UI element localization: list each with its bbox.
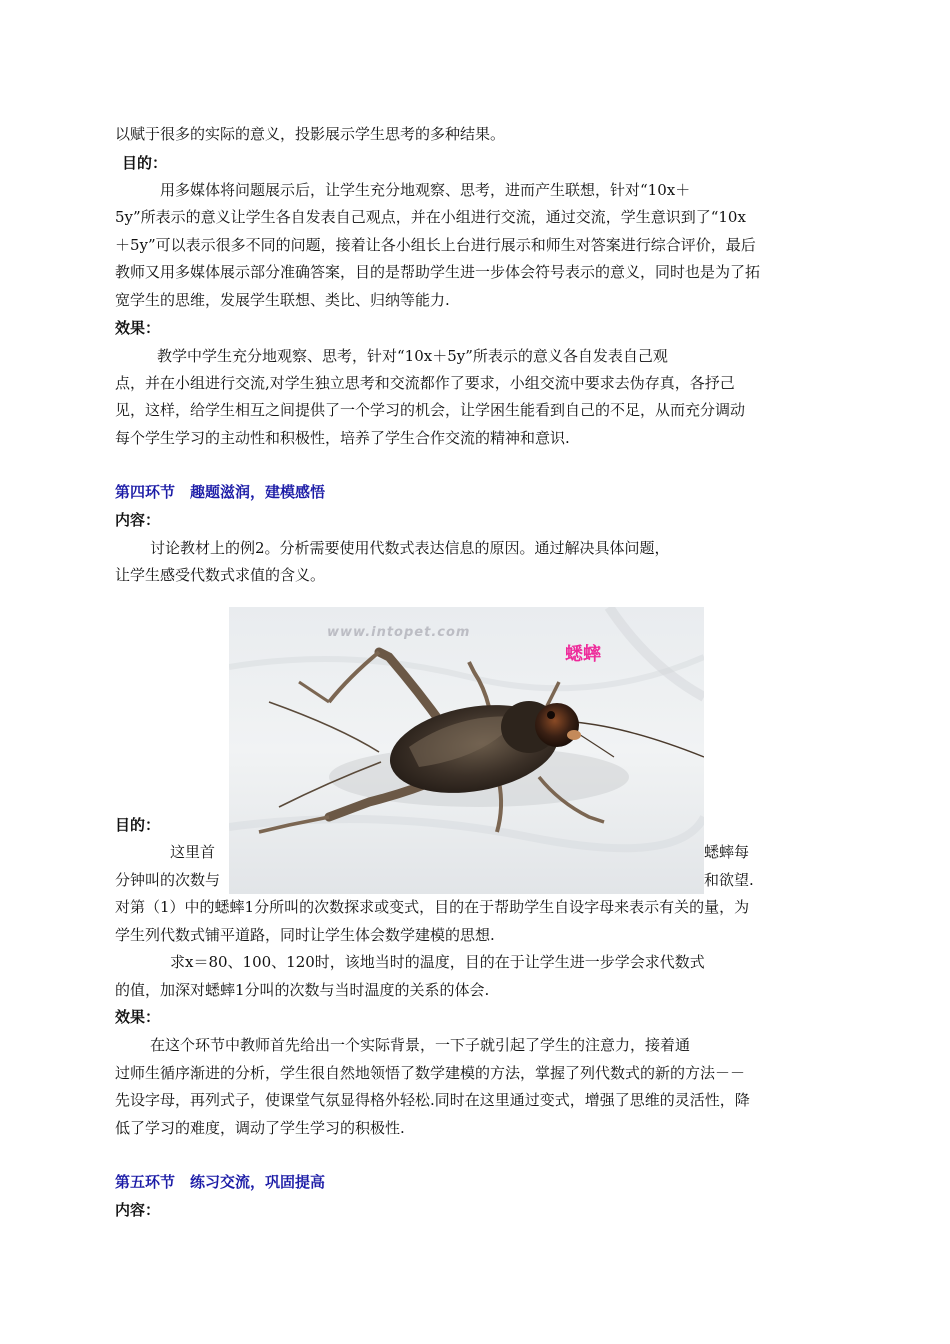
paragraph-line: 点，并在小组进行交流,对学生独立思考和交流都作了要求，小组交流中要求去伪存真，各抒己: [115, 374, 735, 392]
cricket-photo: [229, 607, 704, 894]
paragraph-line: ＋5y”可以表示很多不同的问题，接着让各小组长上台进行展示和师生对答案进行综合评价，最后: [115, 236, 756, 254]
paragraph-line: 学生列代数式铺平道路，同时让学生体会数学建模的思想.: [115, 926, 495, 944]
paragraph-line: 教学中学生充分地观察、思考，针对“10x＋5y”所表示的意义各自发表自己观: [157, 347, 668, 365]
paragraph-line: 在这个环节中教师首先给出一个实际背景，一下子就引起了学生的注意力，接着通: [150, 1036, 691, 1054]
photo-caption-cricket: 蟋蟀: [565, 644, 601, 665]
paragraph-line: 让学生感受代数式求值的含义。: [115, 566, 326, 584]
paragraph-line: 求x＝80、100、120时，该地当时的温度，目的在于让学生进一步学会求代数式: [170, 953, 705, 971]
section-label-effect: 效果：: [115, 319, 161, 337]
paragraph-line: 讨论教材上的例2。分析需要使用代数式表达信息的原因。通过解决具体问题，: [150, 539, 670, 557]
cricket-image: [229, 607, 704, 894]
paragraph-line: 5y”所表示的意义让学生各自发表自己观点，并在小组进行交流，通过交流，学生意识到了“10x: [115, 208, 746, 226]
paragraph-line: 的值，加深对蟋蟀1分叫的次数与当时温度的关系的体会.: [115, 981, 490, 999]
paragraph-line-fragment: 分钟叫的次数与: [115, 871, 221, 889]
section-label-content: 内容：: [115, 1201, 161, 1219]
section-heading-4: 第四环节 趣题滋润，建模感悟: [115, 483, 326, 501]
section-heading-5: 第五环节 练习交流，巩固提高: [115, 1173, 326, 1191]
paragraph-line-fragment: 和欲望.: [704, 871, 754, 889]
paragraph-line: 教师又用多媒体展示部分准确答案，目的是帮助学生进一步体会符号表示的意义，同时也是为了拓: [115, 263, 761, 281]
paragraph-line: 每个学生学习的主动性和积极性，培养了学生合作交流的精神和意识.: [115, 429, 570, 447]
paragraph-line: 用多媒体将问题展示后，让学生充分地观察、思考，进而产生联想，针对“10x＋: [160, 181, 691, 199]
paragraph-line: 见，这样，给学生相互之间提供了一个学习的机会，让学困生能看到自己的不足，从而充分调动: [115, 401, 746, 419]
section-label-content: 内容：: [115, 511, 161, 529]
paragraph-line: 低了学习的难度，调动了学生学习的积极性.: [115, 1119, 405, 1137]
section-label-purpose: 目的：: [122, 154, 168, 172]
paragraph-line: 对第（1）中的蟋蟀1分所叫的次数探求或变式，目的在于帮助学生自设字母来表示有关的量，为: [115, 898, 750, 916]
section-label-effect: 效果：: [115, 1008, 161, 1026]
paragraph-line: 过师生循序渐进的分析，学生很自然地领悟了数学建模的方法，掌握了列代数式的新的方法－－: [115, 1064, 746, 1082]
paragraph-line-fragment: 这里首: [170, 843, 216, 861]
paragraph-line-fragment: 蟋蟀每: [704, 843, 750, 861]
photo-watermark: www.intopet.com: [327, 625, 471, 640]
paragraph-line: 先设字母，再列式子，使课堂气氛显得格外轻松.同时在这里通过变式，增强了思维的灵活性，降: [115, 1091, 750, 1109]
paragraph-line: 宽学生的思维，发展学生联想、类比、归纳等能力.: [115, 291, 450, 309]
section-label-purpose: 目的：: [115, 816, 161, 834]
paragraph-line: 以赋于很多的实际的意义，投影展示学生思考的多种结果。: [115, 125, 506, 143]
